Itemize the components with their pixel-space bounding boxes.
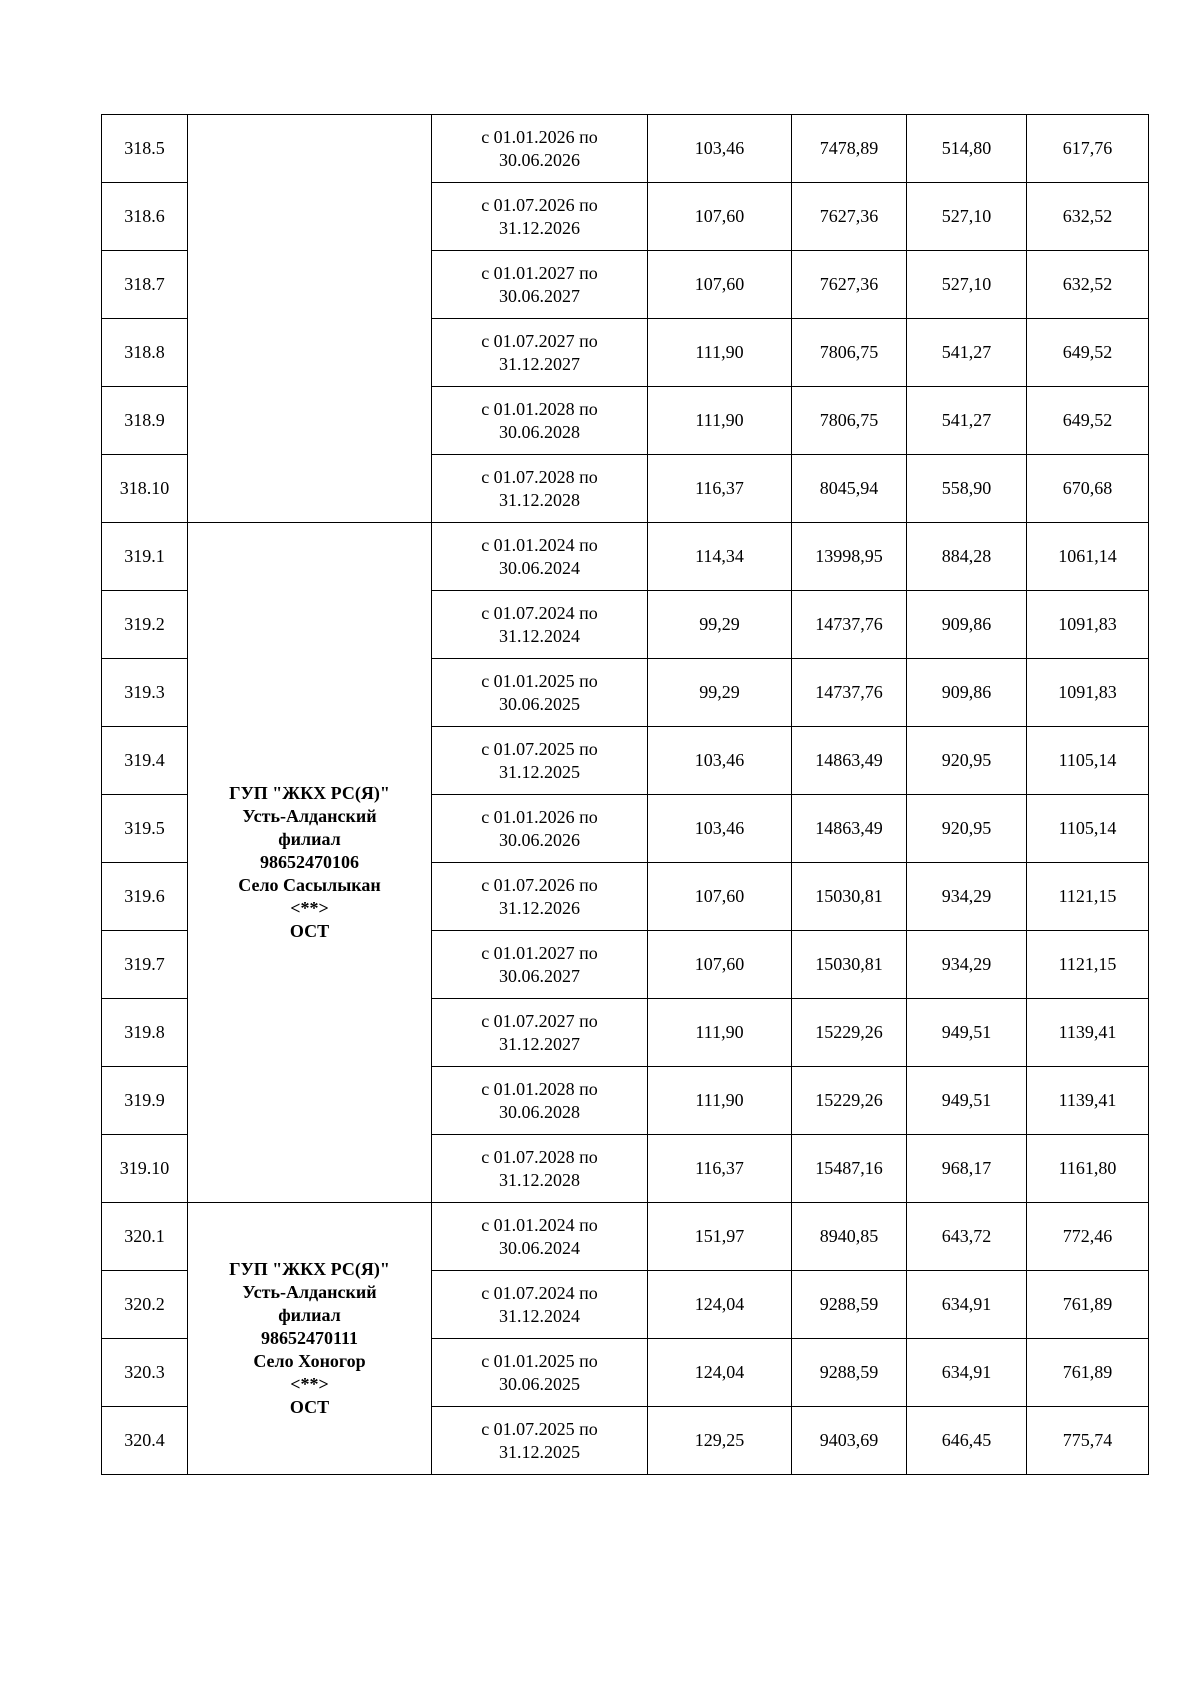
value-cell-1: 103,46 (648, 795, 792, 863)
value-cell-2: 13998,95 (792, 523, 907, 591)
organization-label-line: ГУП "ЖКХ РС(Я)" (229, 1259, 390, 1279)
value-cell-1: 103,46 (648, 727, 792, 795)
period-text: с 01.01.2026 по (481, 126, 598, 147)
value-cell-1: 114,34 (648, 523, 792, 591)
value-cell-4: 775,74 (1027, 1407, 1149, 1475)
organization-label-line: ОСТ (289, 921, 330, 941)
value-cell-2: 14863,49 (792, 727, 907, 795)
value-cell-4: 632,52 (1027, 251, 1149, 319)
value-cell-4: 772,46 (1027, 1203, 1149, 1271)
period-cell (432, 659, 648, 727)
value-cell-2: 9288,59 (792, 1271, 907, 1339)
value-cell-2: 15030,81 (792, 863, 907, 931)
row-number-cell: 320.4 (102, 1407, 188, 1475)
period-cell (432, 1067, 648, 1135)
period-cell (432, 1407, 648, 1475)
value-cell-1: 99,29 (648, 591, 792, 659)
period-text: с 01.01.2028 по (481, 1078, 598, 1099)
row-number-cell: 319.1 (102, 523, 188, 591)
period-cell (432, 863, 648, 931)
period-text: 30.06.2025 (499, 693, 580, 714)
value-cell-3: 909,86 (907, 591, 1027, 659)
row-number-cell: 319.2 (102, 591, 188, 659)
value-cell-2: 15229,26 (792, 999, 907, 1067)
period-text: 31.12.2026 (499, 217, 580, 238)
period-text: с 01.01.2025 по (481, 670, 598, 691)
period-cell (432, 115, 648, 183)
value-cell-4: 1061,14 (1027, 523, 1149, 591)
value-cell-4: 1139,41 (1027, 999, 1149, 1067)
value-cell-2: 15030,81 (792, 931, 907, 999)
value-cell-3: 527,10 (907, 183, 1027, 251)
value-cell-3: 884,28 (907, 523, 1027, 591)
row-number-cell: 319.4 (102, 727, 188, 795)
value-cell-2: 7806,75 (792, 387, 907, 455)
row-number-cell: 320.3 (102, 1339, 188, 1407)
value-cell-4: 1121,15 (1027, 931, 1149, 999)
row-number-cell: 320.1 (102, 1203, 188, 1271)
value-cell-3: 527,10 (907, 251, 1027, 319)
period-text: с 01.01.2027 по (481, 942, 598, 963)
period-text: с 01.07.2026 по (481, 194, 598, 215)
period-text: с 01.07.2026 по (481, 874, 598, 895)
period-text: 31.12.2028 (499, 1169, 580, 1190)
value-cell-4: 617,76 (1027, 115, 1149, 183)
value-cell-1: 124,04 (648, 1339, 792, 1407)
period-cell (432, 523, 648, 591)
period-cell (432, 319, 648, 387)
value-cell-1: 124,04 (648, 1271, 792, 1339)
period-text: 30.06.2028 (499, 1101, 580, 1122)
value-cell-4: 1091,83 (1027, 659, 1149, 727)
organization-label-line: 98652470106 (260, 852, 359, 872)
organization-cell (188, 523, 432, 1203)
period-cell (432, 727, 648, 795)
period-text: 30.06.2027 (499, 965, 580, 986)
value-cell-1: 107,60 (648, 183, 792, 251)
value-cell-1: 116,37 (648, 1135, 792, 1203)
organization-label-line: ГУП "ЖКХ РС(Я)" (229, 783, 390, 803)
value-cell-3: 514,80 (907, 115, 1027, 183)
value-cell-1: 103,46 (648, 115, 792, 183)
period-text: 30.06.2025 (499, 1373, 580, 1394)
table-row (102, 1203, 1149, 1271)
tariff-table (101, 114, 1149, 1475)
period-text: 31.12.2025 (499, 1441, 580, 1462)
row-number-cell: 319.9 (102, 1067, 188, 1135)
value-cell-4: 649,52 (1027, 387, 1149, 455)
value-cell-3: 934,29 (907, 863, 1027, 931)
value-cell-4: 1091,83 (1027, 591, 1149, 659)
period-text: 31.12.2026 (499, 897, 580, 918)
period-text: с 01.01.2027 по (481, 262, 598, 283)
value-cell-3: 968,17 (907, 1135, 1027, 1203)
value-cell-3: 920,95 (907, 727, 1027, 795)
organization-label-line: 98652470111 (260, 1328, 358, 1348)
period-text: 30.06.2024 (499, 557, 580, 578)
period-cell (432, 251, 648, 319)
value-cell-2: 7627,36 (792, 251, 907, 319)
row-number-cell: 318.5 (102, 115, 188, 183)
row-number-cell: 319.6 (102, 863, 188, 931)
period-text: с 01.07.2027 по (481, 330, 598, 351)
organization-cell (188, 115, 432, 523)
period-text: с 01.07.2028 по (481, 466, 598, 487)
table-row (102, 115, 1149, 183)
period-text: с 01.07.2024 по (481, 602, 598, 623)
organization-label-line: Село Хоногор (253, 1351, 366, 1371)
value-cell-3: 541,27 (907, 319, 1027, 387)
period-cell (432, 387, 648, 455)
value-cell-1: 116,37 (648, 455, 792, 523)
period-cell (432, 455, 648, 523)
value-cell-2: 14863,49 (792, 795, 907, 863)
value-cell-1: 107,60 (648, 251, 792, 319)
period-text: с 01.01.2024 по (481, 1214, 598, 1235)
organization-label-line: <**> (290, 898, 329, 918)
table-row (102, 523, 1149, 591)
value-cell-4: 761,89 (1027, 1339, 1149, 1407)
value-cell-3: 646,45 (907, 1407, 1027, 1475)
row-number-cell: 319.8 (102, 999, 188, 1067)
value-cell-1: 129,25 (648, 1407, 792, 1475)
value-cell-1: 111,90 (648, 1067, 792, 1135)
value-cell-4: 1121,15 (1027, 863, 1149, 931)
value-cell-1: 111,90 (648, 319, 792, 387)
period-cell (432, 999, 648, 1067)
period-text: с 01.07.2025 по (481, 738, 598, 759)
organization-label-line: Усть-Алданский (242, 806, 377, 826)
period-text: с 01.01.2026 по (481, 806, 598, 827)
row-number-cell: 318.8 (102, 319, 188, 387)
value-cell-3: 934,29 (907, 931, 1027, 999)
period-text: с 01.01.2024 по (481, 534, 598, 555)
value-cell-4: 1139,41 (1027, 1067, 1149, 1135)
value-cell-3: 909,86 (907, 659, 1027, 727)
period-cell (432, 795, 648, 863)
period-text: 31.12.2027 (499, 1033, 580, 1054)
row-number-cell: 318.9 (102, 387, 188, 455)
value-cell-2: 15487,16 (792, 1135, 907, 1203)
period-text: 31.12.2025 (499, 761, 580, 782)
period-cell (432, 1271, 648, 1339)
value-cell-3: 634,91 (907, 1339, 1027, 1407)
value-cell-2: 9288,59 (792, 1339, 907, 1407)
value-cell-2: 9403,69 (792, 1407, 907, 1475)
organization-label-line: филиал (278, 829, 341, 849)
value-cell-2: 8940,85 (792, 1203, 907, 1271)
period-text: 31.12.2024 (499, 625, 580, 646)
value-cell-3: 949,51 (907, 1067, 1027, 1135)
value-cell-4: 1105,14 (1027, 795, 1149, 863)
value-cell-4: 649,52 (1027, 319, 1149, 387)
period-text: с 01.07.2027 по (481, 1010, 598, 1031)
period-text: с 01.01.2028 по (481, 398, 598, 419)
period-cell (432, 1135, 648, 1203)
row-number-cell: 320.2 (102, 1271, 188, 1339)
value-cell-4: 1161,80 (1027, 1135, 1149, 1203)
organization-label-line: филиал (278, 1305, 341, 1325)
organization-label-line: ОСТ (289, 1397, 330, 1417)
value-cell-3: 558,90 (907, 455, 1027, 523)
value-cell-2: 8045,94 (792, 455, 907, 523)
value-cell-2: 7478,89 (792, 115, 907, 183)
row-number-cell: 319.7 (102, 931, 188, 999)
period-text: с 01.07.2025 по (481, 1418, 598, 1439)
row-number-cell: 319.3 (102, 659, 188, 727)
value-cell-3: 634,91 (907, 1271, 1027, 1339)
period-text: 30.06.2026 (499, 149, 580, 170)
value-cell-2: 7627,36 (792, 183, 907, 251)
period-cell (432, 591, 648, 659)
period-cell (432, 931, 648, 999)
period-text: с 01.07.2028 по (481, 1146, 598, 1167)
organization-label-line: Усть-Алданский (242, 1282, 377, 1302)
row-number-cell: 318.7 (102, 251, 188, 319)
period-cell (432, 1203, 648, 1271)
value-cell-3: 541,27 (907, 387, 1027, 455)
row-number-cell: 319.5 (102, 795, 188, 863)
value-cell-4: 670,68 (1027, 455, 1149, 523)
period-text: с 01.07.2024 по (481, 1282, 598, 1303)
period-text: 31.12.2028 (499, 489, 580, 510)
value-cell-4: 1105,14 (1027, 727, 1149, 795)
value-cell-4: 632,52 (1027, 183, 1149, 251)
period-cell (432, 1339, 648, 1407)
value-cell-1: 99,29 (648, 659, 792, 727)
value-cell-3: 920,95 (907, 795, 1027, 863)
period-text: 31.12.2024 (499, 1305, 580, 1326)
organization-label-line: <**> (290, 1374, 329, 1394)
row-number-cell: 319.10 (102, 1135, 188, 1203)
period-text: с 01.01.2025 по (481, 1350, 598, 1371)
organization-label-line: Село Сасылыкан (238, 875, 381, 895)
value-cell-2: 7806,75 (792, 319, 907, 387)
value-cell-1: 111,90 (648, 387, 792, 455)
period-text: 30.06.2027 (499, 285, 580, 306)
value-cell-2: 15229,26 (792, 1067, 907, 1135)
value-cell-1: 107,60 (648, 863, 792, 931)
value-cell-2: 14737,76 (792, 591, 907, 659)
row-number-cell: 318.10 (102, 455, 188, 523)
value-cell-1: 111,90 (648, 999, 792, 1067)
period-text: 31.12.2027 (499, 353, 580, 374)
period-text: 30.06.2028 (499, 421, 580, 442)
value-cell-3: 643,72 (907, 1203, 1027, 1271)
value-cell-1: 151,97 (648, 1203, 792, 1271)
value-cell-2: 14737,76 (792, 659, 907, 727)
organization-cell (188, 1203, 432, 1475)
value-cell-4: 761,89 (1027, 1271, 1149, 1339)
period-text: 30.06.2024 (499, 1237, 580, 1258)
value-cell-3: 949,51 (907, 999, 1027, 1067)
period-text: 30.06.2026 (499, 829, 580, 850)
row-number-cell: 318.6 (102, 183, 188, 251)
value-cell-1: 107,60 (648, 931, 792, 999)
table-body (102, 115, 1149, 1475)
period-cell (432, 183, 648, 251)
